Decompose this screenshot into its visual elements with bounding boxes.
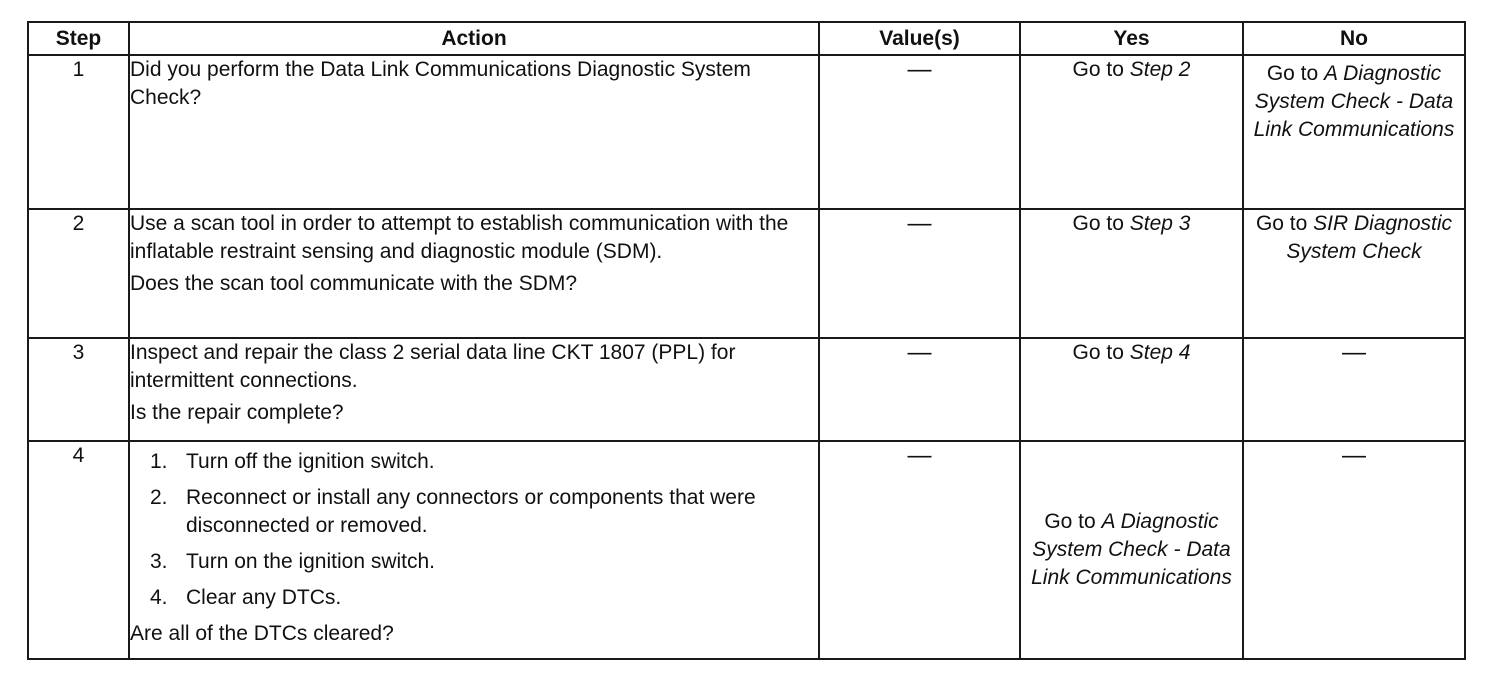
substep-text: Turn on the ignition switch. [186, 550, 436, 573]
substep-item [130, 448, 818, 476]
value-cell: — [819, 55, 1020, 209]
yes-cell[interactable] [1020, 441, 1243, 659]
yes-prefix: Go to [1072, 212, 1130, 235]
table-row [28, 55, 1465, 209]
step-number: 4 [28, 441, 129, 659]
yes-link[interactable]: Step 2 [1129, 58, 1191, 81]
action-text: Use a scan tool in order to attempt to establish communication with the inflatable restraint sensing and diagnostic module (SDM). [130, 212, 789, 263]
yes-link[interactable]: Step 4 [1129, 341, 1191, 364]
header-step: Step [28, 22, 129, 55]
substep-number: 2. [150, 486, 168, 509]
no-link[interactable]: SIR Diagnostic System Check [1286, 212, 1453, 263]
header-action: Action [129, 22, 819, 55]
table-row [28, 209, 1465, 338]
no-cell: — [1243, 338, 1465, 441]
substep-number: 4. [150, 586, 168, 609]
action-question: Does the scan tool communicate with the SDM? [130, 272, 578, 295]
substep-item [130, 484, 818, 540]
yes-cell[interactable] [1020, 338, 1243, 441]
substep-item [130, 548, 818, 576]
substep-text: Turn off the ignition switch. [186, 450, 435, 473]
no-cell[interactable] [1243, 55, 1465, 209]
no-prefix: Go to [1255, 212, 1314, 235]
diagnostic-table-container [27, 21, 1466, 660]
step-number: 3 [28, 338, 129, 441]
table-row [28, 338, 1465, 441]
yes-cell[interactable] [1020, 209, 1243, 338]
no-link[interactable]: A Diagnostic System Check - Data Link Communications [1253, 62, 1455, 141]
action-cell [129, 55, 819, 209]
action-text: Did you perform the Data Link Communications Diagnostic System Check? [130, 58, 751, 109]
no-cell[interactable] [1243, 209, 1465, 338]
yes-link[interactable]: Step 3 [1129, 212, 1191, 235]
table-header-row [28, 22, 1465, 55]
action-cell [129, 209, 819, 338]
step-number: 2 [28, 209, 129, 338]
substep-text: Clear any DTCs. [186, 586, 342, 609]
value-cell: — [819, 209, 1020, 338]
substep-number: 3. [150, 550, 168, 573]
header-yes: Yes [1020, 22, 1243, 55]
diagnostic-table [27, 21, 1466, 660]
yes-cell[interactable] [1020, 55, 1243, 209]
substep-number: 1. [150, 450, 168, 473]
action-question: Is the repair complete? [130, 401, 344, 424]
no-cell: — [1243, 441, 1465, 659]
action-text: Inspect and repair the class 2 serial data line CKT 1807 (PPL) for intermittent connections. [130, 341, 736, 392]
no-prefix: Go to [1266, 62, 1325, 85]
table-row [28, 441, 1465, 659]
action-question: Are all of the DTCs cleared? [130, 622, 394, 645]
substep-text: Reconnect or install any connectors or components that were disconnected or removed. [186, 486, 756, 537]
header-values: Value(s) [819, 22, 1020, 55]
action-cell [129, 441, 819, 659]
yes-link[interactable]: A Diagnostic System Check - Data Link Communications [1031, 510, 1232, 589]
step-number: 1 [28, 55, 129, 209]
yes-prefix: Go to [1044, 510, 1102, 533]
header-no: No [1243, 22, 1465, 55]
substep-item [130, 584, 818, 612]
yes-prefix: Go to [1072, 341, 1130, 364]
value-cell: — [819, 338, 1020, 441]
substep-list [130, 448, 818, 612]
value-cell: — [819, 441, 1020, 659]
yes-prefix: Go to [1072, 58, 1130, 81]
action-cell [129, 338, 819, 441]
